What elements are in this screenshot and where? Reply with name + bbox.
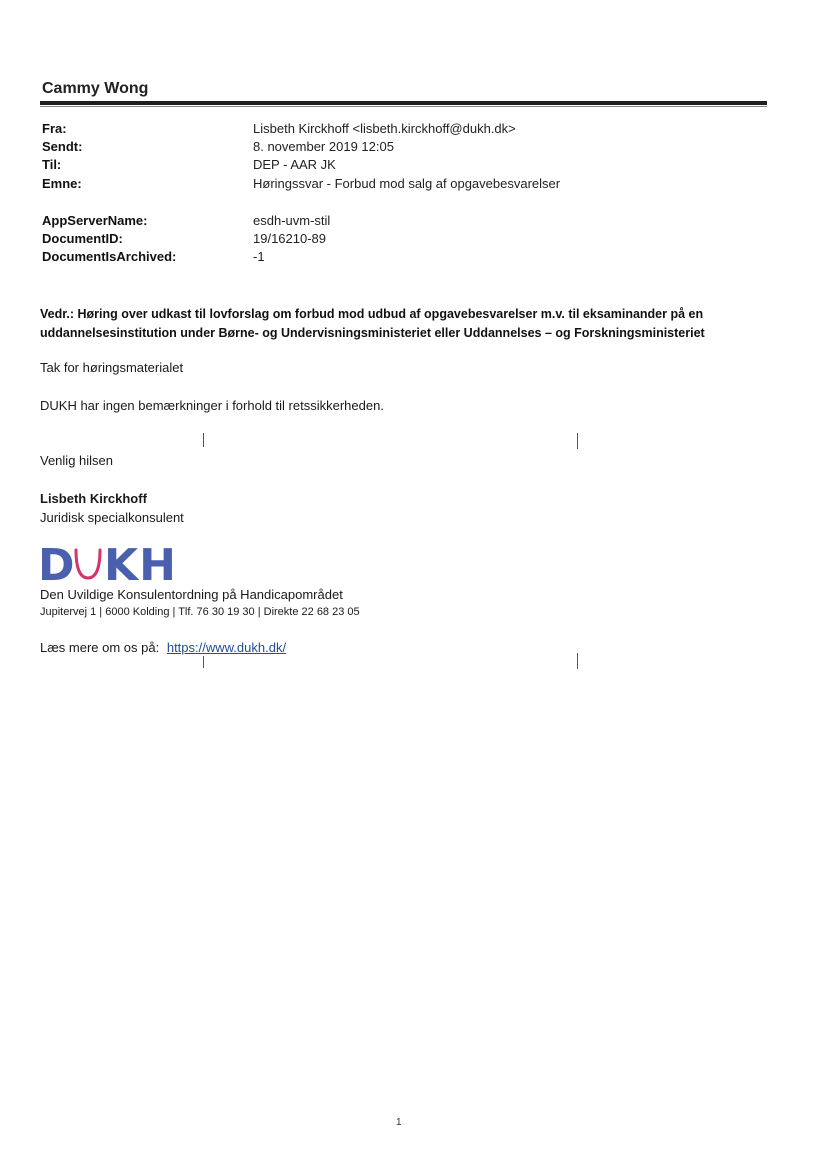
- page-number: 1: [396, 1117, 402, 1128]
- meta-value: Høringssvar - Forbud mod salg af opgavebesvarelser: [253, 176, 561, 191]
- header-rule-thin: [40, 106, 767, 107]
- meta-label: AppServerName:: [42, 213, 148, 228]
- meta-value: 8. november 2019 12:05: [253, 139, 394, 154]
- meta-value: esdh-uvm-stil: [253, 213, 331, 228]
- meta-label: DocumentIsArchived:: [42, 249, 177, 264]
- meta-row-subject: [0, 176, 828, 194]
- svg-text:KH: KH: [104, 540, 177, 586]
- scan-mark: [203, 433, 204, 447]
- organization-address: Jupitervej 1 | 6000 Kolding | Tlf. 76 30 19 30 | Direkte 22 68 23 05: [40, 606, 360, 618]
- statement-paragraph: DUKH har ingen bemærkninger i forhold til retssikkerheden.: [40, 398, 384, 413]
- website-link[interactable]: https://www.dukh.dk/: [166, 640, 287, 655]
- meta-label: Emne:: [42, 176, 82, 191]
- greeting: Venlig hilsen: [40, 453, 113, 468]
- scan-mark: [577, 433, 578, 449]
- meta-value: Lisbeth Kirckhoff <lisbeth.kirckhoff@dukh.dk>: [253, 121, 516, 136]
- read-more-label: Læs mere om os på:: [40, 640, 160, 655]
- meta-label: DocumentID:: [42, 231, 123, 246]
- meta-value: DEP - AAR JK: [253, 157, 336, 172]
- email-subject-heading: Vedr.: Høring over udkast til lovforslag om forbud mod udbud af opgavebesvarelser m.v. til eksaminander på en uddannelsesinstitution under Børne- og Undervisningsministeriet eller Uddannelses – og Forskningsministeriet: [40, 307, 705, 340]
- dukh-logo: [38, 540, 178, 586]
- meta-value: -1: [253, 249, 265, 264]
- svg-text:D: D: [38, 540, 76, 586]
- meta-row-appserver: [0, 213, 828, 231]
- read-more-line: [40, 640, 286, 655]
- meta-row-to: [0, 157, 828, 175]
- thanks-paragraph: Tak for høringsmaterialet: [40, 360, 184, 375]
- meta-label: Fra:: [42, 121, 67, 136]
- header-rule: [40, 101, 767, 105]
- meta-label: Sendt:: [42, 139, 83, 154]
- organization-name: Den Uvildige Konsulentordning på Handicapområdet: [40, 587, 343, 602]
- meta-value: 19/16210-89: [253, 231, 327, 246]
- meta-label: Til:: [42, 157, 62, 172]
- scan-mark: [577, 653, 578, 669]
- meta-row-archived: [0, 249, 828, 267]
- sender-heading: Cammy Wong: [42, 80, 149, 97]
- meta-row-sent: [0, 139, 828, 157]
- scan-mark: [203, 656, 204, 668]
- signature-title: Juridisk specialkonsulent: [40, 510, 184, 525]
- meta-row-documentid: [0, 231, 828, 249]
- signature-name: Lisbeth Kirckhoff: [40, 491, 147, 506]
- meta-row-from: [0, 121, 828, 139]
